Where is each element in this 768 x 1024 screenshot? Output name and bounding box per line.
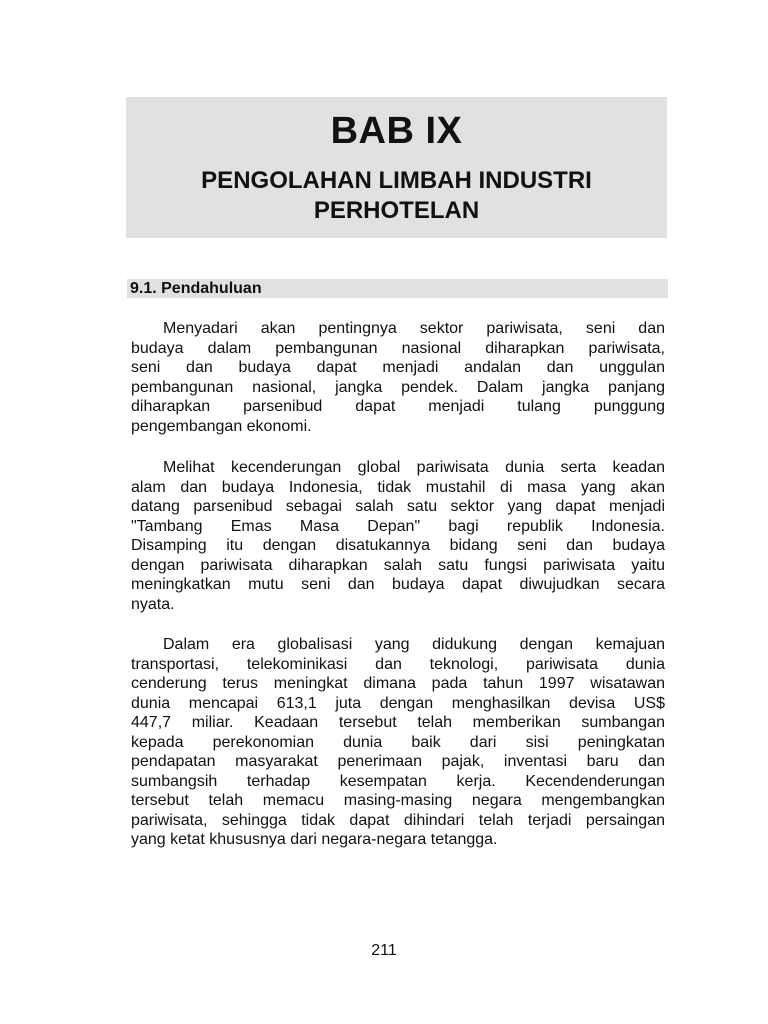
paragraph-line: tersebut telah memacu masing-masing negara mengembangkan (131, 792, 665, 809)
chapter-header (126, 97, 667, 238)
section-heading-bar (127, 279, 668, 298)
paragraph-line: meningkatkan mutu seni dan budaya dapat diwujudkan secara (131, 576, 665, 593)
paragraph-line: Melihat kecenderungan global pariwisata dunia serta keadan (163, 459, 665, 476)
paragraph (131, 319, 665, 436)
paragraph-line: cenderung terus meningkat dimana pada tahun 1997 wisatawan (131, 675, 665, 692)
page-number: 211 (371, 942, 397, 959)
paragraph-line: budaya dalam pembangunan nasional diharapkan pariwisata, (131, 339, 665, 357)
chapter-title-line: PERHOTELAN (313, 197, 480, 224)
paragraph-line: Dalam era globalisasi yang didukung dengan kemajuan (163, 636, 665, 653)
paragraph-line: yang ketat khususnya dari negara-negara tetangga. (131, 831, 498, 848)
paragraph-line: "Tambang Emas Masa Depan" bagi republik Indonesia. (131, 517, 665, 535)
paragraph-line: pengembangan ekonomi. (131, 417, 312, 435)
paragraph-line: sumbangsih terhadap kesempatan kerja. Kecendenderungan (131, 772, 665, 790)
paragraph-line: pariwisata, sehingga tidak dapat dihindari telah terjadi persaingan (131, 811, 665, 829)
section-heading: 9.1. Pendahuluan (130, 280, 262, 297)
chapter-title (126, 166, 667, 226)
paragraph-line: pendapatan masyarakat penerimaan pajak, inventasi baru dan (131, 753, 665, 770)
paragraph-line: pembangunan nasional, jangka pendek. Dalam jangka panjang (131, 378, 665, 396)
chapter-title-line: PENGOLAHAN LIMBAH INDUSTRI (201, 167, 592, 194)
paragraph (131, 458, 665, 614)
paragraph-line: nyata. (131, 595, 175, 613)
paragraph-line: dengan pariwisata diharapkan salah satu fungsi pariwisata yaitu (131, 556, 665, 574)
paragraph-line: 447,7 miliar. Keadaan tersebut telah memberikan sumbangan (131, 714, 665, 731)
paragraph-line: alam dan budaya Indonesia, tidak mustahil di masa yang akan (131, 478, 665, 496)
paragraph-line: datang parsenibud sebagai salah satu sektor yang dapat menjadi (131, 498, 665, 515)
paragraph (131, 635, 665, 850)
paragraph-line: Disamping itu dengan disatukannya bidang seni dan budaya (131, 537, 665, 554)
paragraph-line: Menyadari akan pentingnya sektor pariwisata, seni dan (163, 320, 665, 337)
chapter-number: BAB IX (330, 110, 463, 152)
paragraph-line: seni dan budaya dapat menjadi andalan dan unggulan (131, 359, 665, 376)
paragraph-line: transportasi, telekominikasi dan teknologi, pariwisata dunia (131, 655, 665, 673)
paragraph-line: dunia mencapai 613,1 juta dengan menghasilkan devisa US$ (131, 694, 665, 712)
paragraph-line: kepada perekonomian dunia baik dari sisi peningkatan (131, 733, 665, 751)
paragraph-line: diharapkan parsenibud dapat menjadi tulang punggung (131, 398, 665, 415)
